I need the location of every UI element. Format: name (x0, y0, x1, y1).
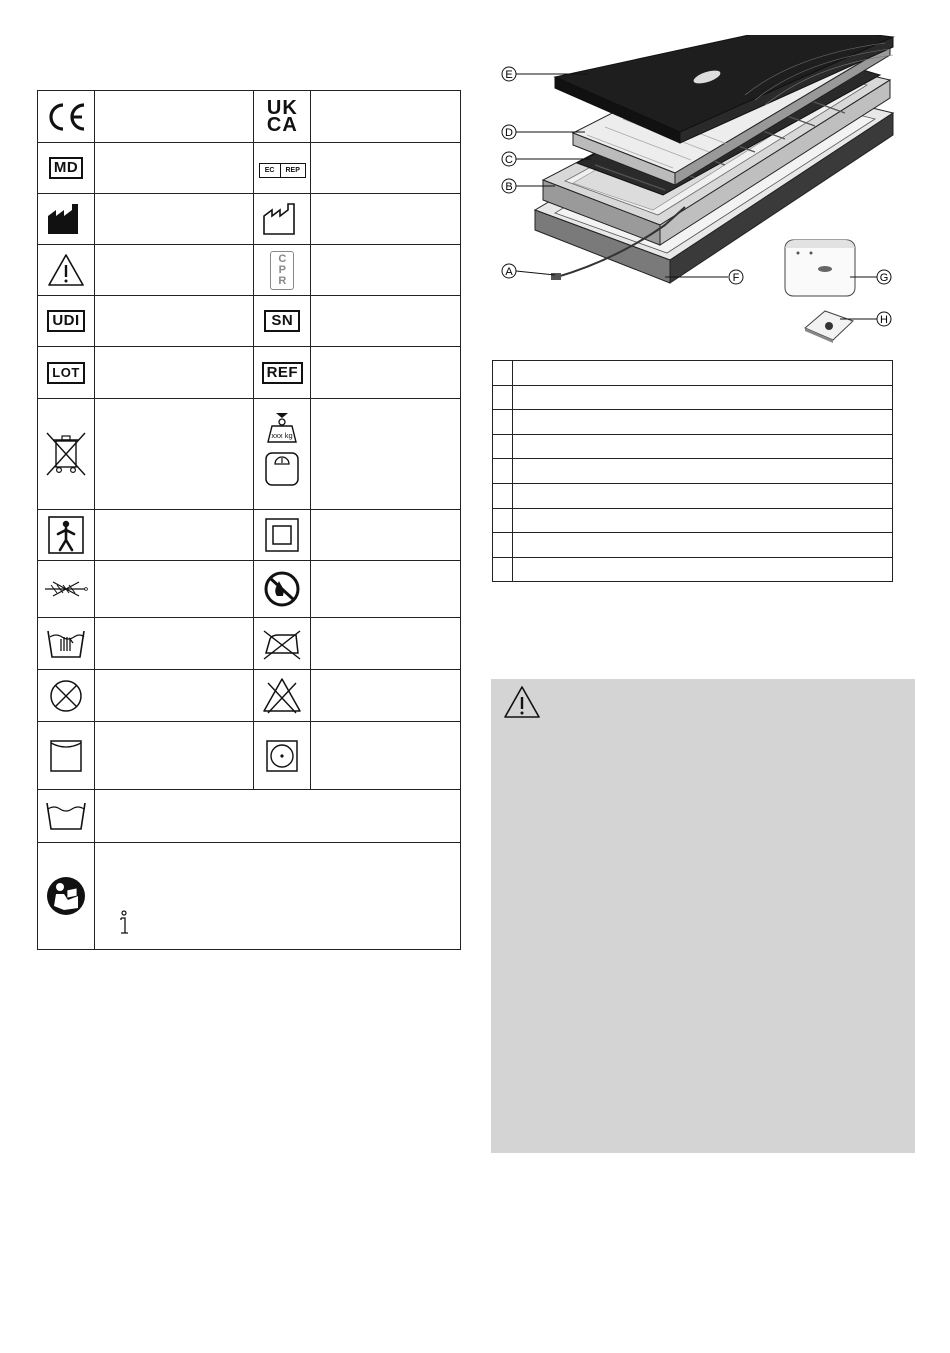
symbol-cell (254, 143, 311, 194)
parts-desc-cell (513, 385, 893, 410)
serial-number-icon: SN (264, 310, 300, 332)
hose-connector (551, 273, 561, 280)
weee-crossed-bin-icon (44, 431, 88, 477)
symbol-description (95, 561, 254, 618)
parts-desc-cell (513, 361, 893, 386)
symbol-row (38, 722, 461, 790)
ref-icon: REF (262, 362, 304, 384)
symbol-description (311, 399, 461, 510)
symbol-row (38, 843, 461, 950)
bathroom-scale-icon (262, 451, 302, 487)
weight-label: xxx kg (271, 431, 293, 440)
parts-row (493, 508, 893, 533)
pump-unit (785, 240, 855, 296)
symbol-cell (254, 670, 311, 722)
ce-mark-icon (44, 102, 88, 132)
callout-d (502, 125, 516, 139)
symbol-cell (254, 561, 311, 618)
symbol-row (38, 790, 461, 843)
symbol-description (95, 143, 254, 194)
symbol-cell (38, 245, 95, 296)
svg-text:F: F (732, 272, 740, 284)
no-smoking-icon (263, 570, 301, 608)
tumble-dry-icon (265, 739, 299, 773)
symbol-description (311, 618, 461, 670)
symbol-row (38, 399, 461, 510)
svg-text:B: B (505, 181, 513, 193)
parts-row (493, 533, 893, 558)
svg-text:A: A (505, 266, 513, 278)
symbol-cell (38, 347, 95, 399)
symbol-row (38, 245, 461, 296)
caution-icon (47, 253, 85, 287)
symbol-row (38, 296, 461, 347)
callout-h (877, 312, 891, 326)
date-of-manufacture-icon (262, 202, 302, 236)
svg-text:E: E (505, 69, 513, 81)
parts-desc-cell (513, 508, 893, 533)
callout-g (877, 270, 891, 284)
drip-dry-icon (49, 739, 83, 773)
parts-desc-cell (513, 434, 893, 459)
medical-device-icon: MD (49, 157, 83, 179)
ec-rep-icon: EC REP (259, 163, 306, 178)
symbol-description (311, 670, 461, 722)
cpr-icon: C P R (270, 251, 294, 290)
do-not-iron-icon (262, 627, 302, 661)
parts-desc-cell (513, 483, 893, 508)
manufacturer-icon (46, 202, 86, 236)
read-manual-icon (46, 876, 86, 916)
symbol-description (95, 510, 254, 561)
parts-key-cell (493, 410, 513, 435)
symbol-cell (38, 670, 95, 722)
parts-row (493, 483, 893, 508)
symbol-cell (38, 194, 95, 245)
symbol-cell (254, 296, 311, 347)
do-not-dry-clean-icon (49, 679, 83, 713)
parts-row (493, 410, 893, 435)
parts-key-cell (493, 434, 513, 459)
callout-b (502, 179, 516, 193)
parts-table (492, 360, 893, 582)
parts-desc-cell (513, 459, 893, 484)
symbol-row (38, 194, 461, 245)
symbol-cell (38, 618, 95, 670)
parts-row (493, 361, 893, 386)
parts-key-cell (493, 385, 513, 410)
symbol-row (38, 510, 461, 561)
mattress-exploded-view (495, 35, 915, 353)
symbol-description (311, 510, 461, 561)
callout-e (502, 67, 516, 81)
symbol-description (95, 722, 254, 790)
do-not-bleach-icon (262, 677, 302, 715)
symbol-description (95, 399, 254, 510)
symbol-description (95, 670, 254, 722)
washing-tub-icon (45, 801, 87, 831)
svg-text:G: G (879, 272, 889, 284)
warning-box (491, 679, 915, 1153)
parts-row (493, 459, 893, 484)
symbol-description (95, 843, 461, 950)
symbol-cell (38, 399, 95, 510)
symbol-description (311, 722, 461, 790)
symbol-cell (38, 91, 95, 143)
hand-wash-icon (46, 629, 86, 659)
symbol-description (311, 194, 461, 245)
symbol-cell (254, 245, 311, 296)
symbol-description (95, 790, 461, 843)
svg-text:H: H (880, 314, 888, 326)
symbol-row (38, 670, 461, 722)
lot-icon: LOT (47, 362, 85, 384)
symbol-row (38, 618, 461, 670)
symbol-row (38, 143, 461, 194)
callout-f (729, 270, 743, 284)
symbol-description (311, 91, 461, 143)
parts-key-cell (493, 483, 513, 508)
symbol-cell (38, 296, 95, 347)
symbol-cell (254, 347, 311, 399)
symbol-description (311, 245, 461, 296)
parts-key-cell (493, 459, 513, 484)
parts-row (493, 385, 893, 410)
symbol-cell (38, 510, 95, 561)
parts-key-cell (493, 557, 513, 582)
symbol-cell (38, 790, 95, 843)
symbol-cell (38, 722, 95, 790)
parts-desc-cell (513, 533, 893, 558)
symbol-description (95, 194, 254, 245)
max-user-weight-icon (254, 411, 310, 487)
udi-icon: UDI (47, 310, 84, 332)
parts-row (493, 434, 893, 459)
parts-row (493, 557, 893, 582)
svg-text:D: D (505, 127, 513, 139)
parts-desc-cell (513, 557, 893, 582)
parts-key-cell (493, 361, 513, 386)
symbol-cell (38, 843, 95, 950)
symbol-row (38, 561, 461, 618)
symbol-cell (254, 91, 311, 143)
no-needles-icon (43, 579, 89, 599)
parts-key-cell (493, 508, 513, 533)
user-manual-booklet (805, 311, 853, 343)
symbol-row (38, 91, 461, 143)
symbol-cell (254, 399, 311, 510)
warning-triangle-icon (503, 685, 541, 719)
symbol-cell (254, 722, 311, 790)
symbol-row (38, 347, 461, 399)
svg-text:C: C (505, 154, 513, 166)
symbol-description (95, 91, 254, 143)
symbol-description (311, 347, 461, 399)
symbol-description (311, 296, 461, 347)
symbol-cell (38, 143, 95, 194)
ukca-mark-icon: UK CA (266, 96, 298, 136)
symbol-description (311, 143, 461, 194)
class-ii-equipment-icon (265, 518, 299, 552)
callout-c (502, 152, 516, 166)
scale-platform-icon (260, 411, 304, 445)
symbol-description (311, 561, 461, 618)
parts-key-cell (493, 533, 513, 558)
info-icon (117, 910, 131, 936)
symbol-description (95, 296, 254, 347)
symbols-table (37, 90, 461, 950)
symbol-description (95, 245, 254, 296)
type-b-applied-part-icon (48, 516, 84, 554)
symbol-description (95, 618, 254, 670)
callout-a (502, 264, 516, 278)
parts-desc-cell (513, 410, 893, 435)
symbol-cell (254, 510, 311, 561)
symbol-cell (38, 561, 95, 618)
symbol-cell (254, 618, 311, 670)
symbol-description (95, 347, 254, 399)
symbol-cell (254, 194, 311, 245)
